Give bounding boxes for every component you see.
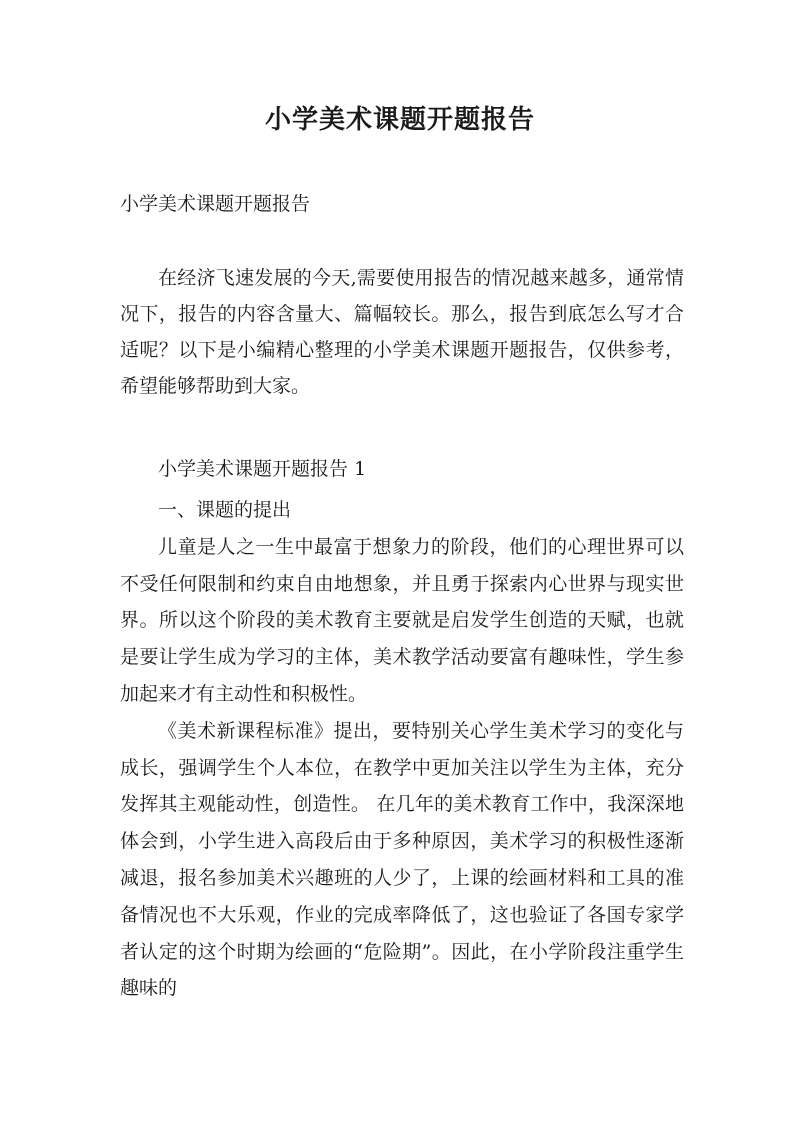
document-body [120,492,684,1007]
document-title: 小学美术课题开题报告 [264,105,535,135]
body-paragraph-2: 《美术新课程标准》提出，要特别关心学生美术学习的变化与成长，强调学生个人本位，在教学中更加关注以学生为主体，充分发挥其主观能动性，创造性。 在几年的美术教育工作中，我深深地体会到，小学生进入高段后由于多种原因，美术学习的积极性逐渐减退，报名参加美术兴趣班的人少了，上课的绘画材料和工具的准备情况也不大乐观，作业的完成率降低了，这也验证了各国专家学者认定的这个时期为绘画的“危险期”。因此，在小学阶段注重学生趣味的 [120,719,684,1000]
body-paragraph-1: 儿童是人之一生中最富于想象力的阶段，他们的心理世界可以不受任何限制和约束自由地想象，并且勇于探索内心世界与现实世界。所以这个阶段的美术教育主要就是启发学生创造的天赋，也就是要让学生成为学习的主体，美术教学活动要富有趣味性，学生参加起来才有主动性和积极性。 [120,535,684,705]
intro-paragraph: 在经济飞速发展的今天,需要使用报告的情况越来越多，通常情况下，报告的内容含量大、篇幅较长。那么，报告到底怎么写才合适呢？以下是小编精心整理的小学美术课题开题报告，仅供参考，希望能够帮助到大家。 [120,267,684,397]
section-heading: 一、课题的提出 [158,499,292,521]
document-subtitle: 小学美术课题开题报告 [120,193,311,215]
section-title: 小学美术课题开题报告 1 [158,458,367,480]
